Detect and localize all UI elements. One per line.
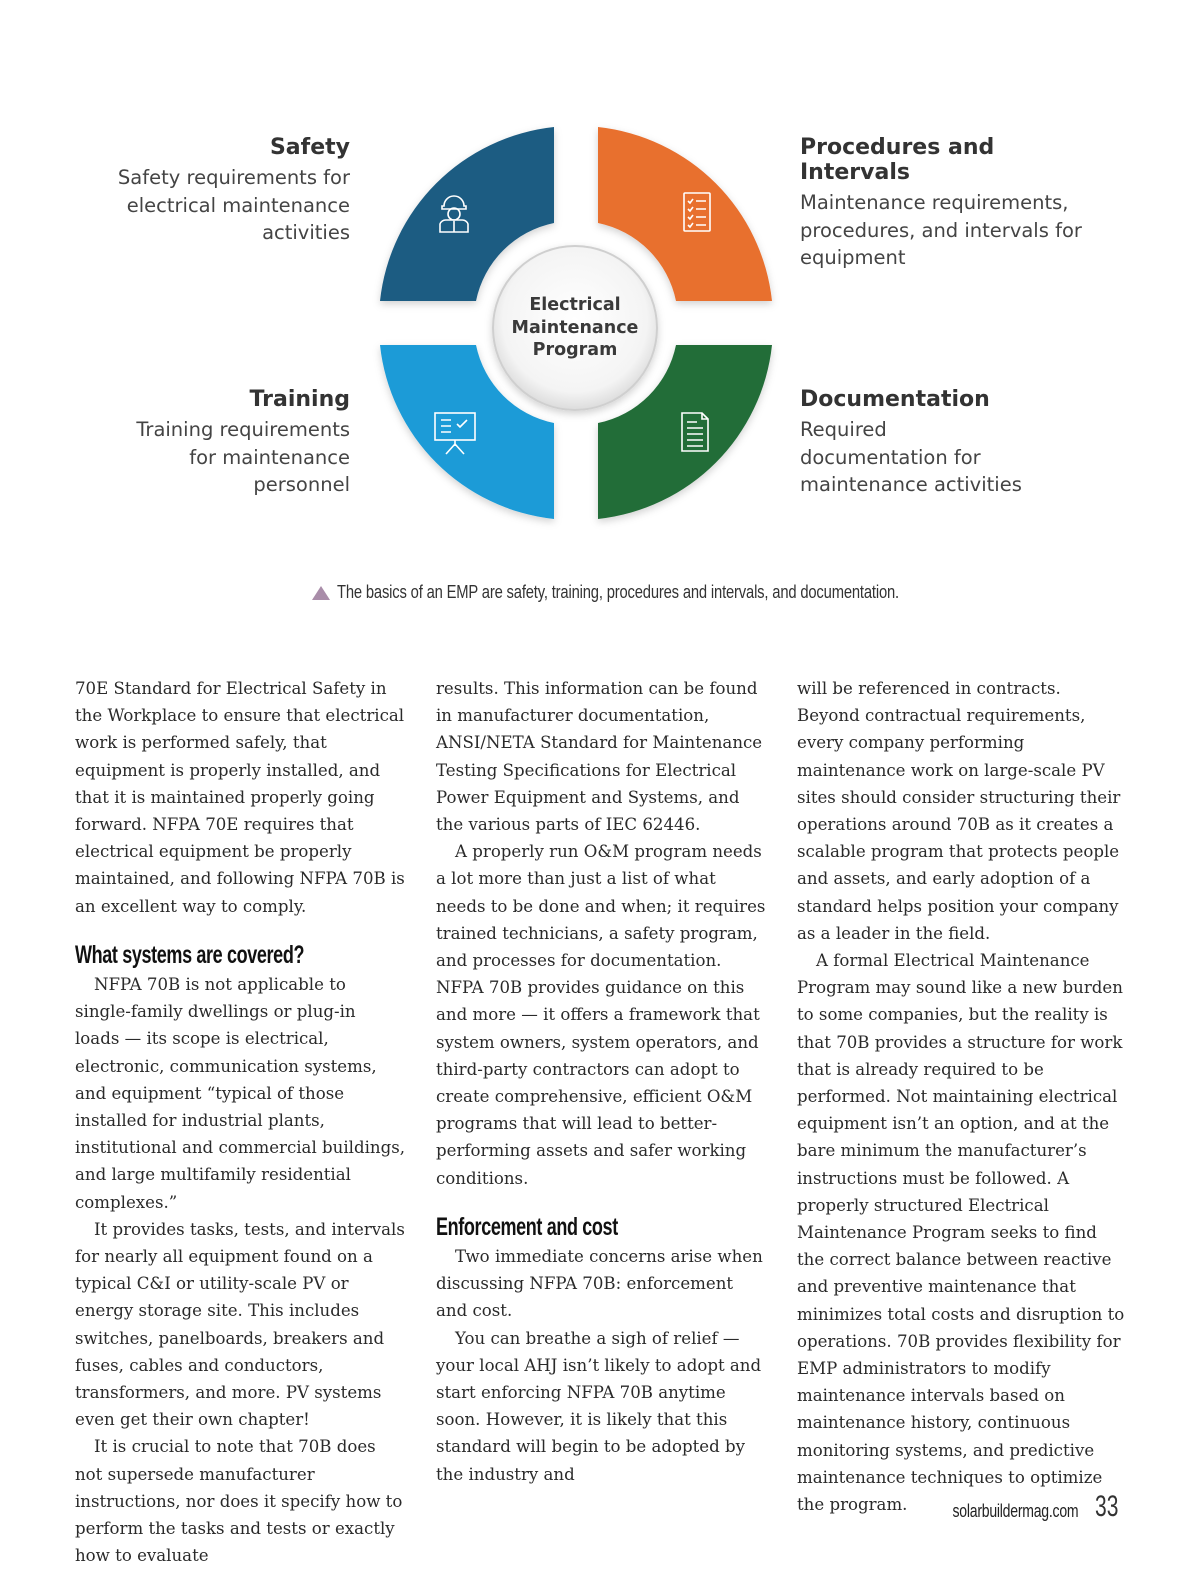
paragraph: It is crucial to note that 70B does not supersede manufacturer instructions, nor does it specify how to perform the tasks and tests or exactly how to evaluate	[75, 1437, 403, 1566]
paragraph: will be referenced in contracts. Beyond contractual requirements, every company performing maintenance work on large-scale PV sites should consider structuring their operations around 70B as it creates a scalable program that protects people and assets, and early adoption of a standard helps position your company as a leader in the field.	[797, 679, 1121, 943]
paragraph: Two immediate concerns arise when discussing NFPA 70B: enforcement and cost.	[436, 1247, 763, 1321]
documentation-description: Required documentation for maintenance activities	[800, 418, 1022, 496]
caption-text: The basics of an EMP are safety, training, procedures and intervals, and documentation.	[337, 582, 899, 602]
safety-description: Safety requirements for electrical maintenance activities	[117, 166, 350, 244]
section-heading-systems: What systems are covered?	[75, 940, 305, 969]
page-number: 33	[1094, 1490, 1118, 1523]
article-column-1	[75, 675, 405, 1570]
training-label	[90, 387, 350, 499]
paragraph: A properly run O&M program needs a lot more than just a list of what needs to be done and when; it requires trained technicians, a safety program, and processes for documentation. NFPA 70B provides guidance on this and more — it offers a framework that system owners, system operators, and third-party contractors can adopt to create comprehensive, efficient O&M programs that will lead to better-performing assets and safer working conditions.	[436, 842, 766, 1188]
emp-diagram	[0, 0, 1200, 560]
safety-label	[90, 135, 350, 247]
procedures-label	[800, 135, 1100, 272]
documentation-label	[800, 387, 1060, 499]
documentation-title: Documentation	[800, 387, 990, 412]
paragraph: You can breathe a sigh of relief — your local AHJ isn’t likely to adopt and start enforcing NFPA 70B anytime soon. However, it is likely that this standard will begin to be adopted by the industry and	[436, 1328, 762, 1484]
article-column-3	[797, 675, 1127, 1518]
center-label: Electrical Maintenance Program	[511, 295, 639, 360]
paragraph: NFPA 70B is not applicable to single-family dwellings or plug-in loads — its scope is electrical, electronic, communication systems, and equipment “typical of those installed for industrial plants, institutional and commercial buildings, and large multifamily residential complexes.”	[75, 975, 405, 1212]
training-title: Training	[249, 387, 350, 412]
procedures-description: Maintenance requirements, procedures, and intervals for equipment	[800, 191, 1082, 269]
figure-caption	[312, 582, 1022, 603]
procedures-title: Procedures and Intervals	[800, 135, 995, 185]
training-description: Training requirements for maintenance personnel	[136, 418, 350, 496]
site-url[interactable]: solarbuildermag.com	[952, 1501, 1079, 1521]
section-heading-enforcement: Enforcement and cost	[436, 1212, 618, 1241]
safety-title: Safety	[269, 135, 350, 160]
paragraph: 70E Standard for Electrical Safety in the Workplace to ensure that electrical work is performed safely, that equipment is properly installed, and that it is maintained properly going forward. NFPA 70E requires that electrical equipment be properly maintained, and following NFPA 70B is an excellent way to comply.	[75, 679, 405, 916]
paragraph: results. This information can be found in manufacturer documentation, ANSI/NETA Standard for Maintenance Testing Specifications for Electrical Power Equipment and Systems, and the various parts of IEC 62446.	[436, 679, 763, 835]
page-footer	[917, 1492, 1118, 1522]
paragraph: A formal Electrical Maintenance Program may sound like a new burden to some companies, but the reality is that 70B provides a structure for work that is already required to be performed. Not maintaining electrical equipment isn’t an option, and at the bare minimum the manufacturer’s instructions must be followed. A properly structured Electrical Maintenance Program seeks to find the correct balance between reactive and preventive maintenance that minimizes total costs and disruption to operations. 70B provides flexibility for EMP administrators to modify maintenance intervals based on maintenance history, continuous monitoring systems, and predictive maintenance techniques to optimize the program.	[797, 951, 1125, 1515]
paragraph: It provides tasks, tests, and intervals for nearly all equipment found on a typical C&I or utility-scale PV or energy storage site. This includes switches, panelboards, breakers and fuses, cables and conductors, transformers, and more. PV systems even get their own chapter!	[75, 1219, 405, 1430]
article-column-2	[436, 675, 766, 1488]
caption-triangle-icon	[312, 586, 330, 600]
